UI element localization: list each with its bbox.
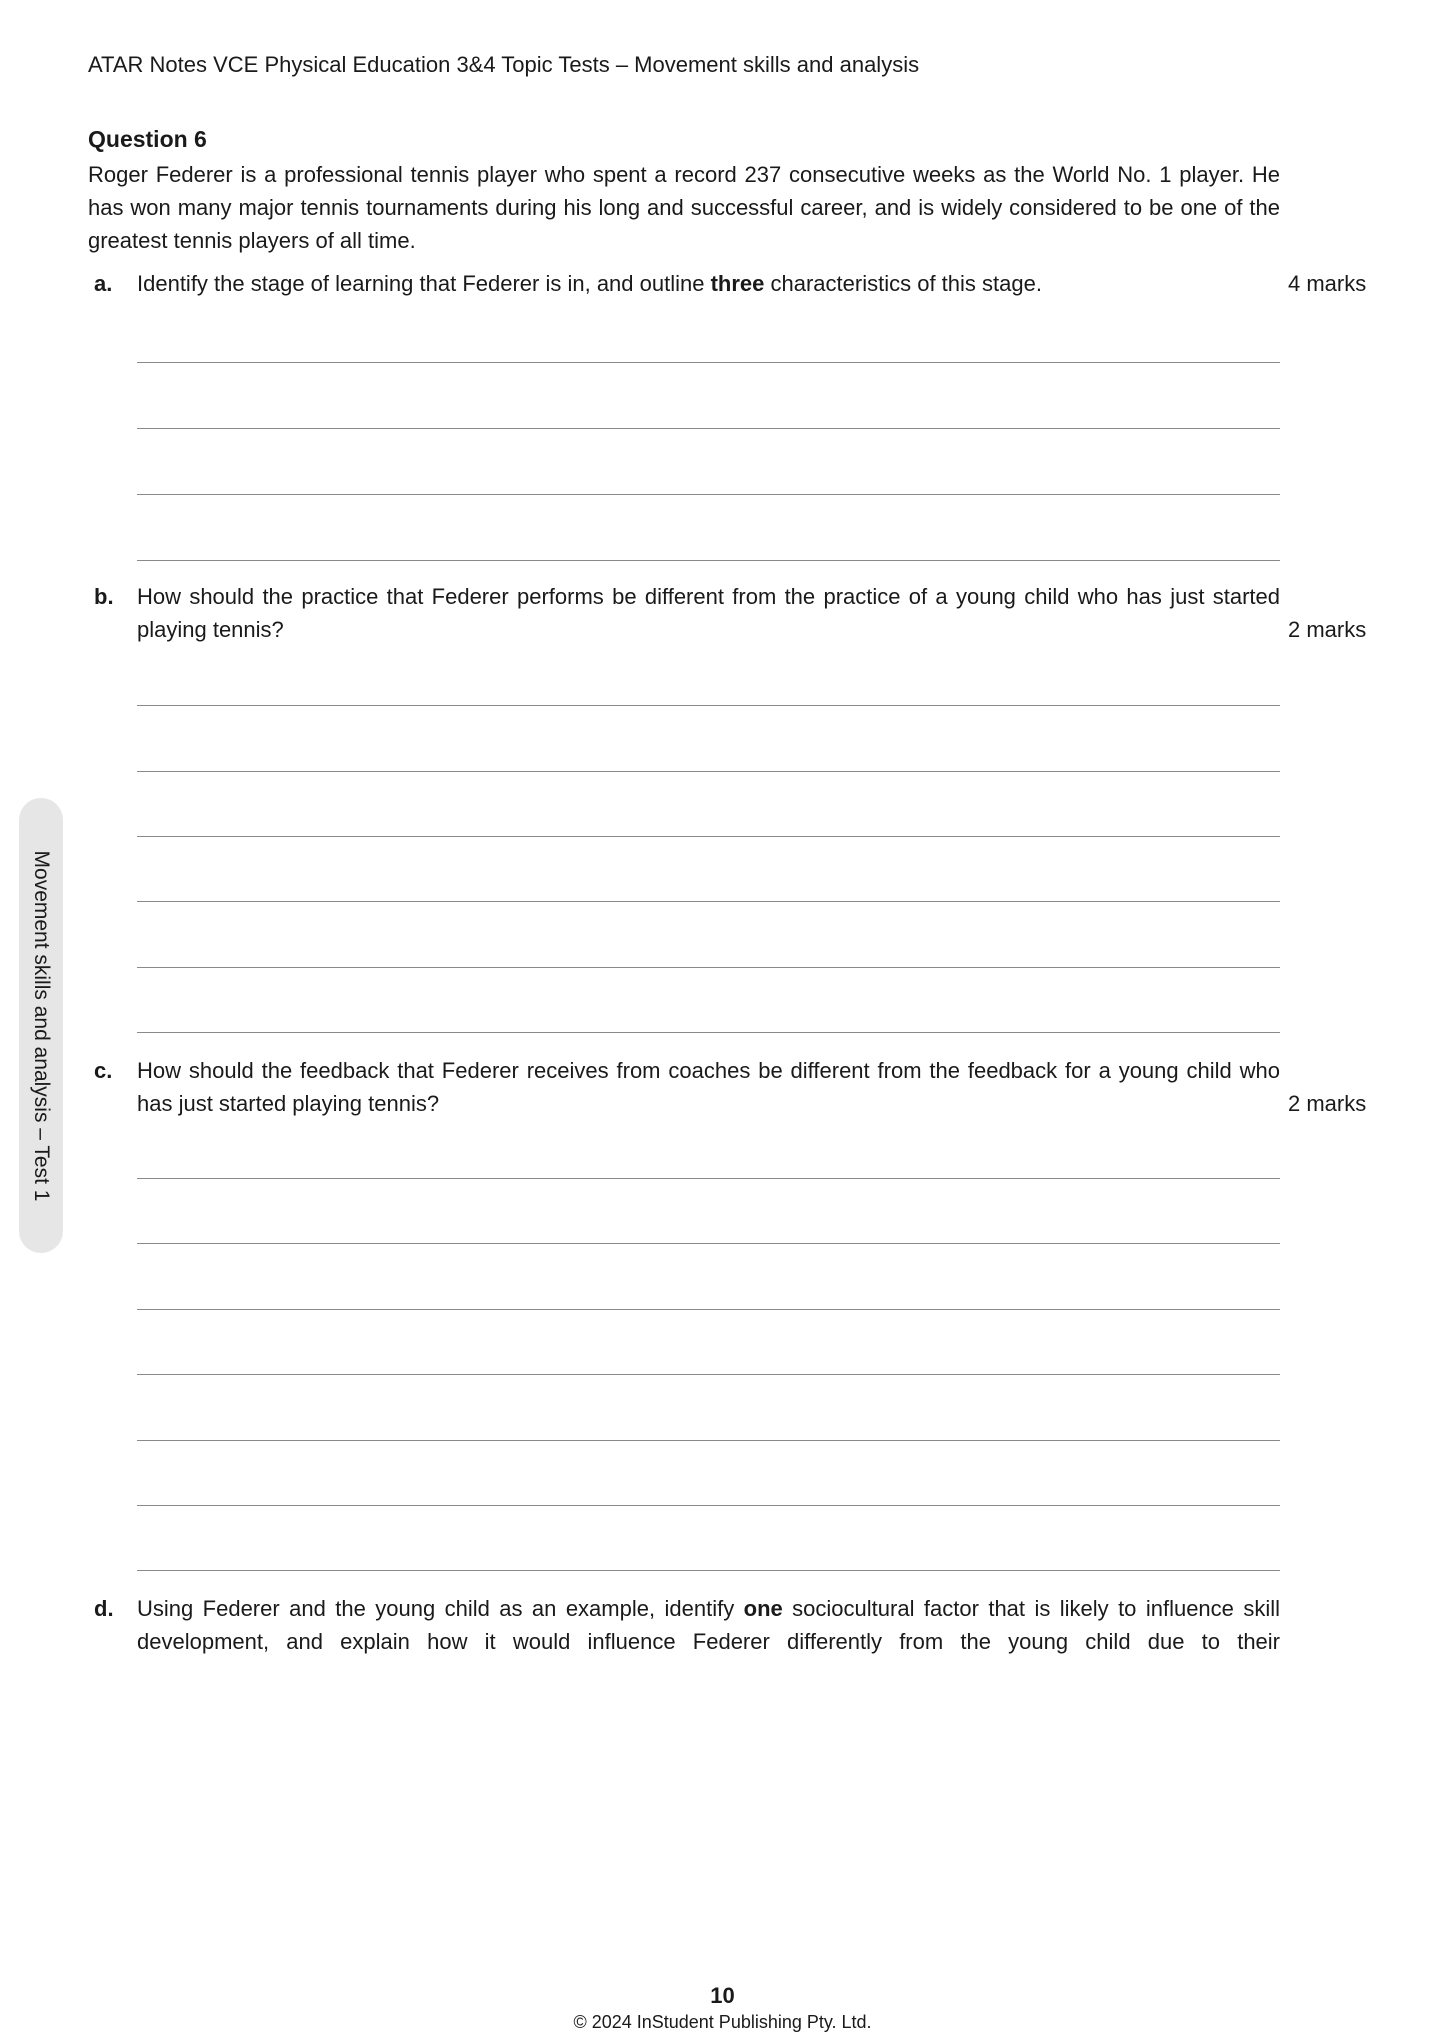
page-number: 10 bbox=[710, 1983, 735, 2008]
part-d-text-after: sociocultural factor that is likely to influence skill development, and explain how it would influence Federer differently from the young child due to their bbox=[137, 1596, 1280, 1654]
answer-line[interactable] bbox=[137, 901, 1280, 902]
answer-line[interactable] bbox=[137, 560, 1280, 561]
side-tab-label: Movement skills and analysis – Test 1 bbox=[30, 850, 53, 1201]
answer-line[interactable] bbox=[137, 705, 1280, 706]
answer-line[interactable] bbox=[137, 836, 1280, 837]
part-d-text-bold: one bbox=[743, 1596, 783, 1621]
answer-line[interactable] bbox=[137, 1570, 1280, 1571]
part-b-text: How should the practice that Federer performs be different from the practice of a young child who has just started playing tennis? bbox=[137, 584, 1280, 642]
part-c-text: How should the feedback that Federer receives from coaches be different from the feedback for a young child who has just started playing tennis? bbox=[137, 1058, 1280, 1116]
part-c-marks: 2 marks bbox=[1288, 1091, 1367, 1116]
part-a-text-bold: three bbox=[710, 271, 765, 296]
question-intro bbox=[88, 158, 1280, 257]
part-a-letter: a. bbox=[94, 271, 113, 296]
answer-line[interactable] bbox=[137, 362, 1280, 363]
answer-line[interactable] bbox=[137, 1032, 1280, 1033]
section-side-tab bbox=[19, 798, 63, 1253]
part-c-letter: c. bbox=[94, 1058, 113, 1083]
part-b-letter: b. bbox=[94, 584, 114, 609]
answer-line[interactable] bbox=[137, 1440, 1280, 1441]
answer-line[interactable] bbox=[137, 1505, 1280, 1506]
part-a-text bbox=[137, 267, 1280, 300]
answer-line[interactable] bbox=[137, 1243, 1280, 1244]
part-d-text-before: Using Federer and the young child as an example, identify bbox=[137, 1596, 744, 1621]
part-d-letter: d. bbox=[94, 1596, 114, 1621]
answer-line[interactable] bbox=[137, 494, 1280, 495]
running-header: ATAR Notes VCE Physical Education 3&4 Topic Tests – Movement skills and analysis bbox=[88, 52, 920, 77]
answer-line[interactable] bbox=[137, 771, 1280, 772]
question-title: Question 6 bbox=[88, 126, 207, 152]
part-a-text-after: characteristics of this stage. bbox=[764, 271, 1042, 296]
answer-line[interactable] bbox=[137, 428, 1280, 429]
intro-text: Roger Federer is a professional tennis player who spent a record 237 consecutive weeks as the World No. 1 player. He has won many major tennis tournaments during his long and successful career, and is widely considered to be one of the greatest tennis players of all time. bbox=[88, 162, 1280, 253]
part-a-text-before: Identify the stage of learning that Federer is in, and outline bbox=[137, 271, 711, 296]
part-a-marks: 4 marks bbox=[1288, 271, 1367, 296]
part-b-marks: 2 marks bbox=[1288, 617, 1367, 642]
part-d-text bbox=[137, 1592, 1280, 1658]
answer-line[interactable] bbox=[137, 1309, 1280, 1310]
answer-line[interactable] bbox=[137, 1178, 1280, 1179]
copyright-notice: © 2024 InStudent Publishing Pty. Ltd. bbox=[573, 2012, 872, 2032]
answer-line[interactable] bbox=[137, 967, 1280, 968]
answer-line[interactable] bbox=[137, 1374, 1280, 1375]
